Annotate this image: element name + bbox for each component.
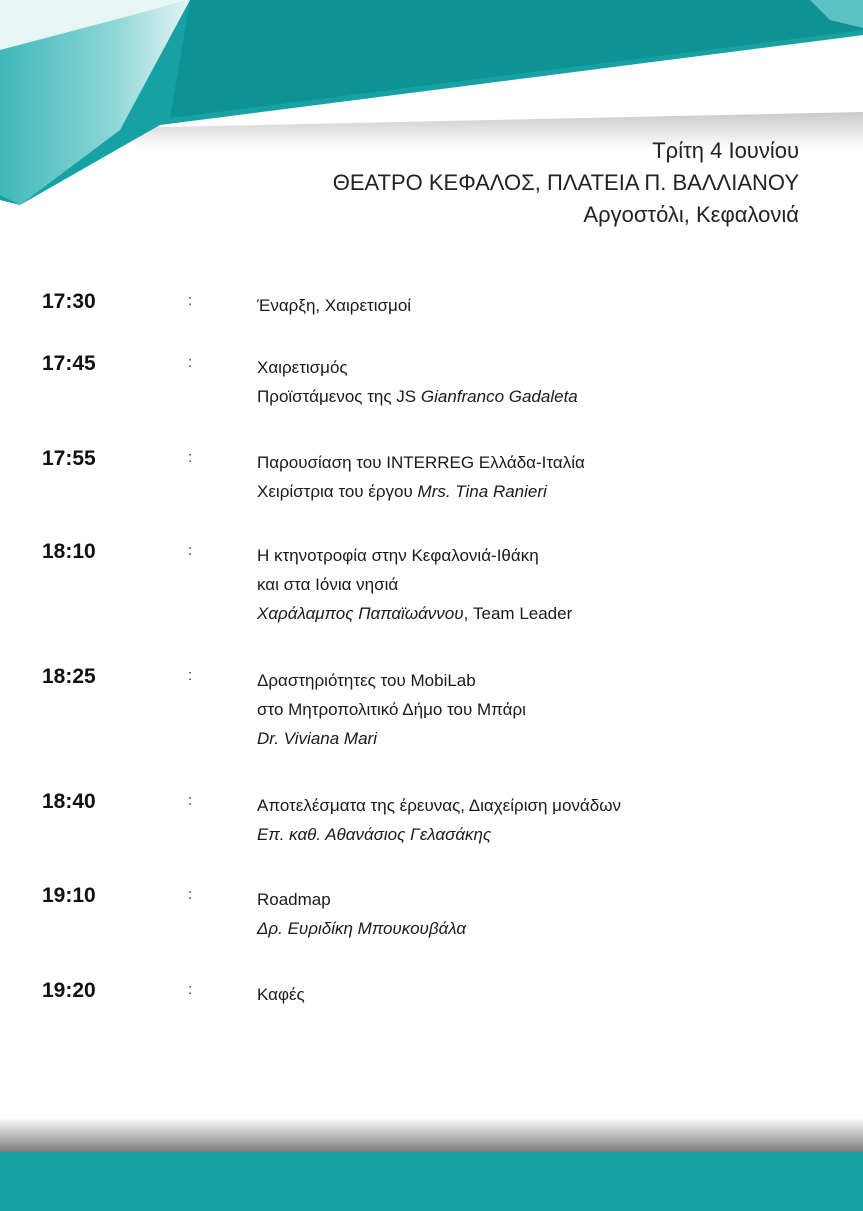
item-title: Αποτελέσματα της έρευνας, Διαχείριση μονάδων (257, 796, 621, 815)
item-title: Roadmap (257, 890, 331, 909)
time-separator: : (188, 792, 193, 809)
item-title: Παρουσίαση του INTERREG Ελλάδα-Ιταλία (257, 453, 585, 472)
item-title: Η κτηνοτροφία στην Κεφαλονιά-Ιθάκη (257, 546, 539, 565)
time-separator: : (188, 981, 193, 998)
time-separator: : (188, 667, 193, 684)
speaker-name: Επ. καθ. Αθανάσιος Γελασάκης (257, 825, 492, 844)
schedule-description (257, 791, 621, 849)
speaker-name: Mrs. Tina Ranieri (417, 482, 547, 501)
speaker-name: Dr. Viviana Mari (257, 729, 377, 748)
item-title: Καφές (257, 985, 305, 1004)
schedule-time: 18:25 (42, 665, 96, 688)
speaker-role: , Team Leader (463, 604, 573, 623)
schedule-time: 19:20 (42, 979, 96, 1002)
event-venue: ΘΕΑΤΡΟ ΚΕΦΑΛΟΣ, ΠΛΑΤΕΙΑ Π. ΒΑΛΛΙΑΝΟΥ (332, 170, 799, 195)
schedule-description (257, 291, 411, 320)
item-title: Δραστηριότητες του MobiLab (257, 671, 476, 690)
schedule-description (257, 666, 526, 753)
schedule-time: 18:40 (42, 790, 96, 813)
schedule-description (257, 541, 572, 628)
time-separator: : (188, 886, 193, 903)
item-title: Έναρξη, Χαιρετισμοί (257, 296, 412, 315)
item-title-continued: στο Μητροπολιτικό Δήμο του Μπάρι (257, 700, 526, 719)
schedule-description (257, 885, 466, 943)
schedule-description (257, 448, 585, 506)
time-separator: : (188, 354, 193, 371)
event-header (333, 135, 799, 231)
item-speaker-line (257, 477, 585, 506)
item-title: Χαιρετισμός (257, 358, 348, 377)
time-separator: : (188, 449, 193, 466)
schedule-description (257, 353, 578, 411)
time-separator: : (188, 542, 193, 559)
event-city: Αργοστόλι, Κεφαλονιά (583, 202, 799, 227)
speaker-name: Χαράλαμπος Παπαϊωάννου (257, 604, 464, 623)
event-date: Τρίτη 4 Ιουνίου (652, 138, 799, 163)
time-separator: : (188, 292, 193, 309)
speaker-role: Χειρίστρια του έργου (257, 482, 418, 501)
item-title-continued: και στα Ιόνια νησιά (257, 575, 399, 594)
schedule-description (257, 980, 305, 1009)
schedule-time: 17:30 (42, 290, 96, 313)
schedule-time: 18:10 (42, 540, 96, 563)
speaker-name: Δρ. Ευριδίκη Μπουκουβάλα (257, 919, 467, 938)
schedule-time: 17:45 (42, 352, 96, 375)
schedule-time: 17:55 (42, 447, 96, 470)
speaker-role: Προϊστάμενος της JS (257, 387, 421, 406)
schedule-time: 19:10 (42, 884, 96, 907)
item-speaker-line (257, 382, 578, 411)
item-speaker-line (257, 599, 572, 628)
speaker-name: Gianfranco Gadaleta (420, 387, 578, 406)
